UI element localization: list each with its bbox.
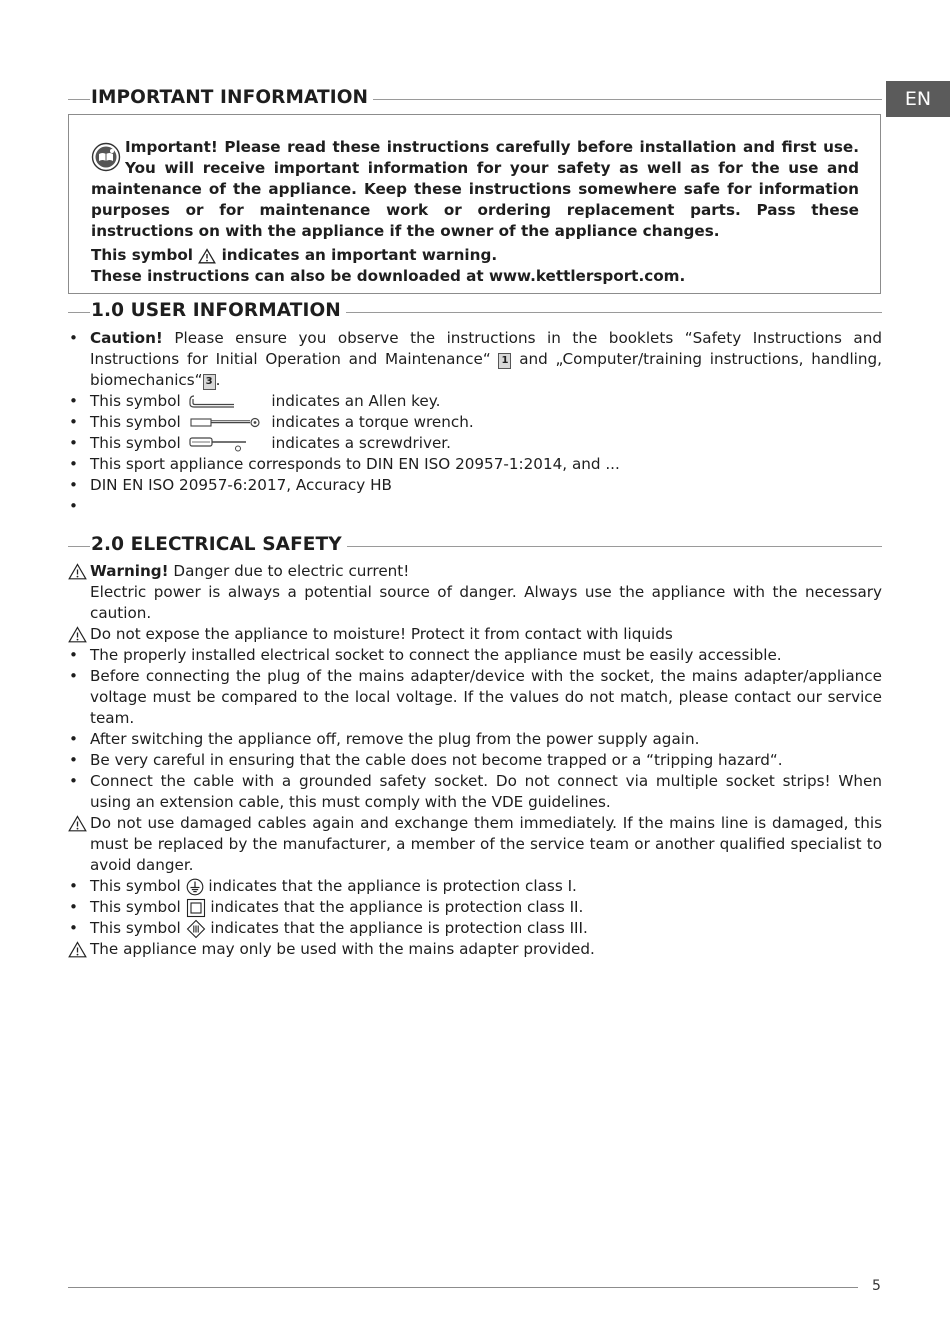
bullet: • <box>69 413 78 431</box>
bullet: • <box>69 329 78 347</box>
symbol-text: This symbol <box>90 434 181 452</box>
warning-item <box>68 561 882 582</box>
warning-triangle-icon <box>68 626 87 643</box>
warning-label: Warning! <box>90 562 169 580</box>
important-information-header <box>68 86 882 110</box>
caution-label: Caution! <box>90 329 163 347</box>
important-information-text <box>91 137 859 287</box>
protection-class-2-icon <box>186 898 206 918</box>
list-item <box>68 750 882 771</box>
screwdriver-icon <box>188 436 264 452</box>
list-item <box>68 328 882 391</box>
socket-text: The properly installed electrical socket to connect the appliance must be easily accessible. <box>90 646 782 664</box>
norm-text: This sport appliance corresponds to DIN EN ISO 20957-1:2014, and ... <box>90 455 620 473</box>
electrical-safety-list <box>68 561 882 960</box>
read-manual-icon <box>91 142 121 172</box>
warning-triangle-icon <box>68 941 87 958</box>
list-item <box>68 433 882 454</box>
language-tab <box>886 81 950 117</box>
bullet: • <box>69 919 78 937</box>
symbol-text: This symbol <box>91 246 193 264</box>
caution-text-2: and „Computer/training instructions, handling, biomechanics“ <box>90 350 882 389</box>
damaged-cable-text: Do not use damaged cables again and exchange them immediately. If the mains line is damaged, this must be replaced by the manufacturer, a member of the service team or another qualified specialist to avoid danger. <box>90 814 882 874</box>
bullet: • <box>69 751 78 769</box>
symbol-text: This symbol <box>90 898 181 916</box>
section-title: 2.0 ELECTRICAL SAFETY <box>90 533 347 557</box>
list-item <box>68 645 882 666</box>
list-item <box>68 391 882 412</box>
class-3-text: indicates that the appliance is protection class III. <box>210 919 588 937</box>
warning-triangle-icon <box>68 815 87 832</box>
adapter-text: The appliance may only be used with the mains adapter provided. <box>90 940 595 958</box>
allen-key-text: indicates an Allen key. <box>271 392 441 410</box>
list-item <box>68 771 882 813</box>
user-information-list <box>68 328 882 517</box>
section-title: 1.0 USER INFORMATION <box>90 299 346 323</box>
list-item <box>68 876 882 897</box>
torque-wrench-text: indicates a torque wrench. <box>271 413 474 431</box>
important-information-box <box>68 114 881 294</box>
torque-wrench-icon <box>188 416 264 430</box>
symbol-text: This symbol <box>90 392 181 410</box>
footer-rule <box>68 1287 858 1288</box>
warning-item <box>68 939 882 960</box>
allen-key-icon <box>188 395 264 409</box>
warning-triangle-icon <box>68 563 87 580</box>
user-information-header <box>68 299 882 323</box>
booklet-1-badge: 1 <box>498 353 511 369</box>
bullet: • <box>69 646 78 664</box>
class-1-text: indicates that the appliance is protection class I. <box>208 877 577 895</box>
page-number: 5 <box>872 1278 881 1294</box>
warning-triangle-icon <box>198 248 216 264</box>
booklet-3-badge: 3 <box>203 374 216 390</box>
important-paragraph: Important! Please read these instructions carefully before installation and first use. You will receive important information for your safety as well as for the use and maintenance of the appliance. Keep these instructions somewhere safe for information purposes or for maintenance work or ordering replacement parts. Pass these instructions on with the appliance if the owner of the appliance changes. <box>91 138 859 240</box>
grounded-text: Connect the cable with a grounded safety socket. Do not connect via multiple socket strips! When using an extension cable, this must comply with the VDE guidelines. <box>90 772 882 811</box>
voltage-text: Before connecting the plug of the mains adapter/device with the socket, the mains adapter/appliance voltage must be compared to the local voltage. If the values do not match, please contact our service team. <box>90 667 882 727</box>
list-item <box>68 729 882 750</box>
protection-class-3-icon <box>186 919 206 939</box>
bullet: • <box>69 898 78 916</box>
bullet: • <box>69 476 78 494</box>
moisture-text: Do not expose the appliance to moisture! Protect it from contact with liquids <box>90 625 673 643</box>
cable-text: Be very careful in ensuring that the cable does not become trapped or a “tripping hazard“. <box>90 751 783 769</box>
norm-text: DIN EN ISO 20957-6:2017, Accuracy HB <box>90 476 392 494</box>
list-item <box>68 666 882 729</box>
symbol-text: This symbol <box>90 413 181 431</box>
list-item <box>68 412 882 433</box>
list-item <box>68 454 882 475</box>
warning-symbol-line <box>91 245 859 266</box>
caution-end: . <box>215 371 221 389</box>
bullet: • <box>69 434 78 452</box>
symbol-text: This symbol <box>90 877 181 895</box>
bullet: • <box>69 730 78 748</box>
unplug-text: After switching the appliance off, remove the plug from the power supply again. <box>90 730 700 748</box>
list-item-empty <box>68 496 882 517</box>
bullet: • <box>69 497 78 515</box>
class-2-text: indicates that the appliance is protection class II. <box>210 898 584 916</box>
caution-text: Please ensure you observe the instructions in the booklets “Safety Instructions and Instructions for Initial Operation and Maintenance“ <box>90 329 883 368</box>
screwdriver-text: indicates a screwdriver. <box>271 434 451 452</box>
bullet: • <box>69 392 78 410</box>
bullet: • <box>69 877 78 895</box>
list-item <box>68 897 882 918</box>
symbol-text: This symbol <box>90 919 181 937</box>
bullet: • <box>69 772 78 790</box>
warning-text: Danger due to electric current! <box>173 562 410 580</box>
list-item <box>68 918 882 939</box>
bullet: • <box>69 667 78 685</box>
language-label: EN <box>904 88 932 110</box>
warning-subtext: Electric power is always a potential source of danger. Always use the appliance with the necessary caution. <box>90 583 882 622</box>
download-line: These instructions can also be downloaded at www.kettlersport.com. <box>91 267 686 285</box>
electrical-safety-header <box>68 533 882 557</box>
bullet: • <box>69 455 78 473</box>
protection-class-1-icon <box>186 878 204 896</box>
section-title: IMPORTANT INFORMATION <box>90 86 373 110</box>
warning-item <box>68 624 882 645</box>
list-item <box>68 475 882 496</box>
warning-item <box>68 813 882 876</box>
symbol-meaning: indicates an important warning. <box>221 246 498 264</box>
